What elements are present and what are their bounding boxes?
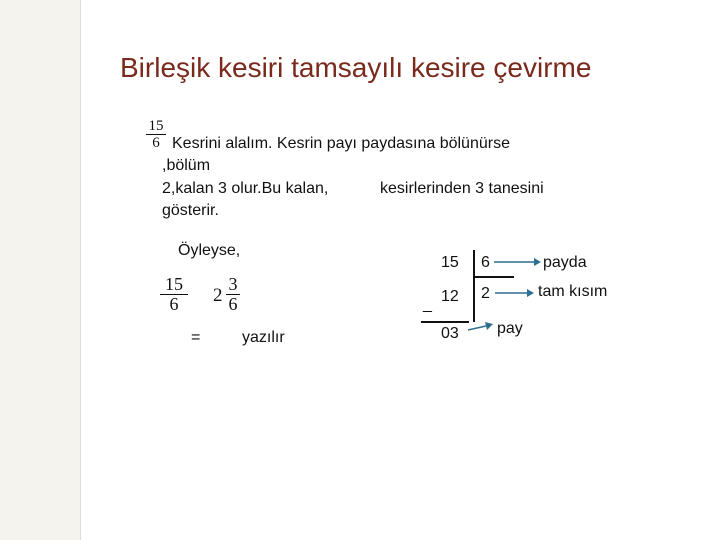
label-pay: pay	[497, 320, 523, 337]
division-remainder: 03	[441, 325, 459, 342]
mixed-fraction-numerator: 3	[228, 274, 238, 294]
mixed-whole: 2	[213, 285, 223, 306]
equals-sign: =	[191, 329, 201, 346]
left-fraction-numerator: 15	[165, 274, 183, 294]
division-subtraction-line	[421, 321, 469, 323]
left-fraction	[160, 275, 188, 314]
division-quotient-line	[474, 276, 514, 278]
left-sidebar	[0, 0, 80, 540]
division-product: 12	[441, 288, 459, 305]
sidebar-divider	[80, 0, 81, 540]
division-vertical-line	[473, 250, 475, 322]
division-minus-sign: _	[423, 296, 432, 313]
mixed-fraction	[226, 275, 240, 314]
arrow-to-payda-icon	[492, 257, 542, 267]
paragraph-line-1: Kesrini alalım. Kesrin payı paydasına bölünürse	[172, 135, 510, 152]
division-divisor: 6	[481, 254, 490, 271]
paragraph-line-2: ,bölüm	[162, 157, 211, 174]
arrow-to-pay-icon	[466, 320, 494, 334]
division-dividend: 15	[441, 254, 459, 271]
paragraph-line-3b: kesirlerinden 3 tanesini	[380, 180, 544, 197]
intro-fraction	[146, 118, 166, 151]
label-payda: payda	[543, 254, 587, 271]
mixed-fraction-denominator: 6	[228, 294, 238, 314]
conclusion-word: yazılır	[242, 329, 285, 346]
paragraph-line-3a: 2,kalan 3 olur.Bu kalan,	[162, 180, 329, 197]
intro-fraction-numerator: 15	[148, 118, 164, 134]
paragraph-line-4: gösterir.	[162, 202, 219, 219]
left-fraction-denominator: 6	[169, 294, 179, 314]
division-quotient: 2	[481, 285, 490, 302]
label-tam-kisim: tam kısım	[538, 283, 608, 300]
intro-fraction-denominator: 6	[152, 135, 160, 151]
slide-title: Birleşik kesiri tamsayılı kesire çevirme	[120, 52, 592, 83]
conclusion-lead: Öyleyse,	[178, 242, 241, 259]
arrow-to-tam-kisim-icon	[493, 288, 535, 298]
